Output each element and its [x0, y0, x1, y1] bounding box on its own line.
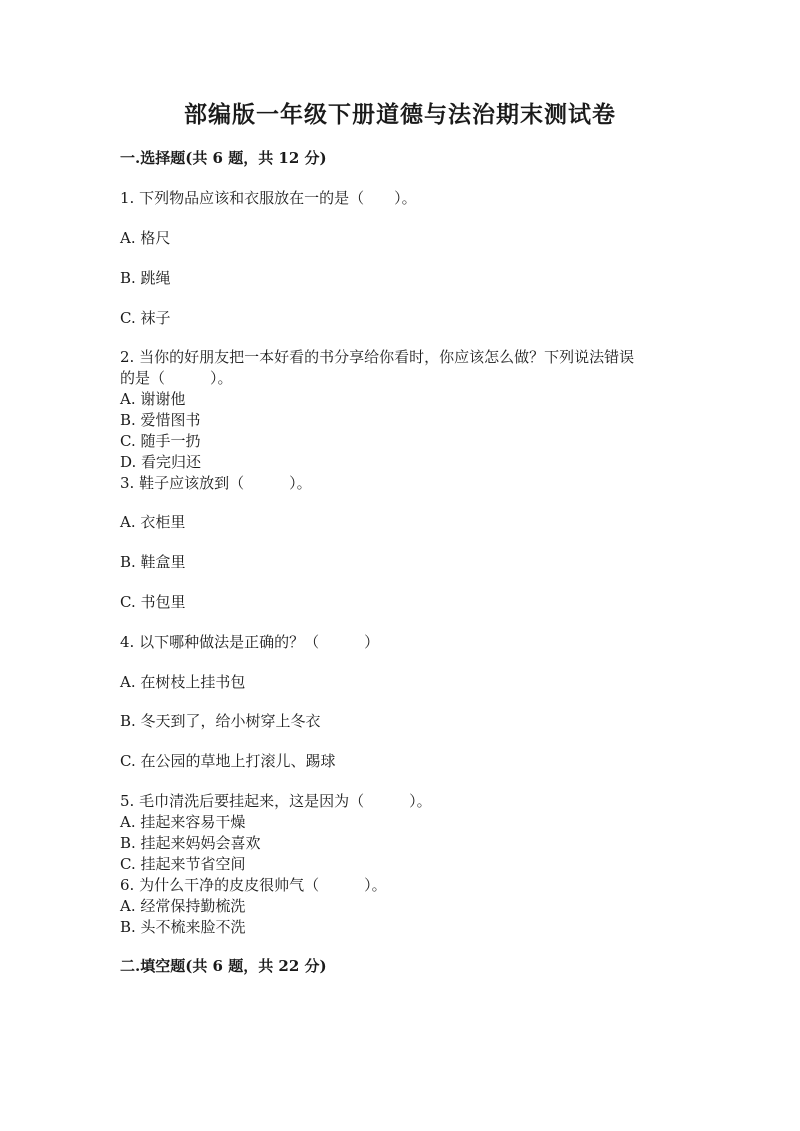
question-2-stem-line1: 2. 当你的好朋友把一本好看的书分享给你看时，你应该怎么做？下列说法错误: [120, 348, 635, 366]
question-1-option-c: C. 袜子: [120, 309, 171, 327]
question-2-option-a: A. 谢谢他: [120, 390, 186, 408]
page-title: 部编版一年级下册道德与法治期末测试卷: [184, 101, 616, 128]
question-3-option-b: B. 鞋盒里: [120, 553, 186, 571]
question-4-option-a: A. 在树枝上挂书包: [120, 673, 246, 691]
question-5-option-c: C. 挂起来节省空间: [120, 855, 246, 873]
question-1-option-a: A. 格尺: [120, 229, 171, 247]
question-2-option-b: B. 爱惜图书: [120, 411, 201, 429]
question-3-option-a: A. 衣柜里: [120, 513, 186, 531]
question-5-option-a: A. 挂起来容易干燥: [120, 813, 246, 831]
question-3-stem: 3. 鞋子应该放到（ ）。: [120, 474, 312, 492]
question-6-stem: 6. 为什么干净的皮皮很帅气（ ）。: [120, 876, 387, 894]
section-heading-fill-blank: 二.填空题(共 6 题，共 22 分): [120, 957, 327, 975]
question-6-option-a: A. 经常保持勤梳洗: [120, 897, 246, 915]
question-1-option-b: B. 跳绳: [120, 269, 171, 287]
question-4-option-c: C. 在公园的草地上打滚儿、踢球: [120, 752, 336, 770]
question-2-option-c: C. 随手一扔: [120, 432, 201, 450]
question-5-option-b: B. 挂起来妈妈会喜欢: [120, 834, 261, 852]
question-4-stem: 4. 以下哪种做法是正确的？（ ）: [120, 633, 380, 651]
question-2-option-d: D. 看完归还: [120, 453, 202, 471]
section-heading-choice: 一.选择题(共 6 题，共 12 分): [120, 149, 327, 167]
question-5-stem: 5. 毛巾清洗后要挂起来，这是因为（ ）。: [120, 792, 432, 810]
question-2-stem-line2: 的是（ ）。: [120, 369, 233, 387]
question-4-option-b: B. 冬天到了，给小树穿上冬衣: [120, 712, 321, 730]
question-1-stem: 1. 下列物品应该和衣服放在一的是（ ）。: [120, 189, 417, 207]
question-3-option-c: C. 书包里: [120, 593, 186, 611]
question-6-option-b: B. 头不梳来脸不洗: [120, 918, 246, 936]
